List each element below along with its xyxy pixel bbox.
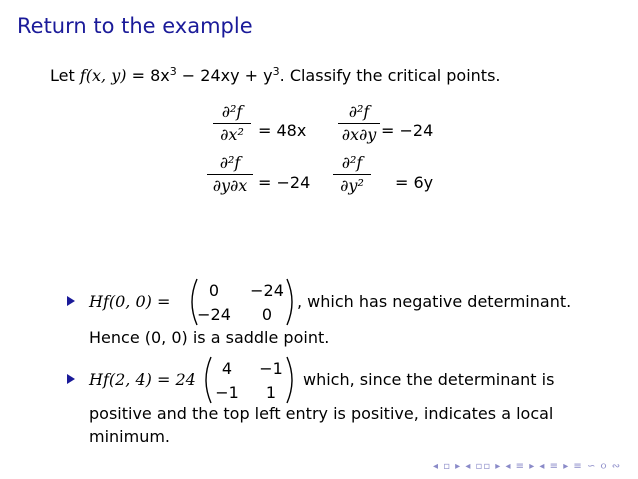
bullet-2-after: which, since the determinant is — [303, 370, 555, 389]
derivative-xy-fraction: ∂²f ∂x∂y — [337, 101, 381, 146]
derivative-xx-fraction: ∂²f ∂x² — [212, 101, 252, 146]
matrix-1-cell: −24 — [250, 281, 284, 300]
bullet-1-lhs: Hf(0, 0) = — [89, 292, 171, 311]
intro-prefix: Let — [50, 66, 80, 85]
bullet-2-icon — [67, 374, 75, 384]
derivative-yy-fraction: ∂²f ∂y² — [332, 152, 372, 197]
matrix-2-cell: −1 — [215, 383, 239, 402]
beamer-navigation-icons[interactable]: ◂ ▫ ▸ ◂ ▫▫ ▸ ◂ ≡ ▸ ◂ ≡ ▸ ≡ ∽ ૦ ∾ — [433, 461, 622, 472]
matrix-1-cell: 0 — [208, 281, 220, 300]
hessian-matrix-1 — [187, 276, 297, 328]
matrix-1-cell: −24 — [197, 305, 231, 324]
derivative-yx-rhs: = −24 — [258, 173, 311, 192]
hessian-matrix-2 — [201, 354, 297, 406]
intro-mid: − 24xy + y — [176, 66, 273, 85]
bullet-1-icon — [67, 296, 75, 306]
matrix-2-cell: −1 — [259, 359, 283, 378]
matrix-2-cell: 1 — [265, 383, 277, 402]
intro-line — [50, 66, 501, 85]
slide-title: Return to the example — [17, 14, 253, 38]
derivative-xy-rhs: = −24 — [381, 121, 434, 140]
derivative-yy-rhs: = 6y — [395, 173, 434, 192]
intro-suffix: . Classify the critical points. — [279, 66, 501, 85]
intro-exp2: 3 — [272, 65, 280, 78]
derivative-xx-rhs: = 48x — [258, 121, 307, 140]
bullet-1-continuation: Hence (0, 0) is a saddle point. — [89, 328, 330, 347]
bullet-1-after: , which has negative determinant. — [297, 292, 572, 311]
matrix-2-cell: 4 — [221, 359, 233, 378]
matrix-1-cell: 0 — [261, 305, 273, 324]
intro-exp1: 3 — [169, 65, 177, 78]
intro-eq: = 8x — [126, 66, 170, 85]
intro-func: f(x, y) — [79, 66, 127, 85]
bullet-2-continuation-2: minimum. — [89, 427, 171, 446]
bullet-2-continuation-1: positive and the top left entry is positive, indicates a local — [89, 404, 554, 423]
bullet-2-lhs: Hf(2, 4) = 24 — [89, 370, 196, 389]
derivative-yx-fraction: ∂²f ∂y∂x — [206, 152, 254, 197]
